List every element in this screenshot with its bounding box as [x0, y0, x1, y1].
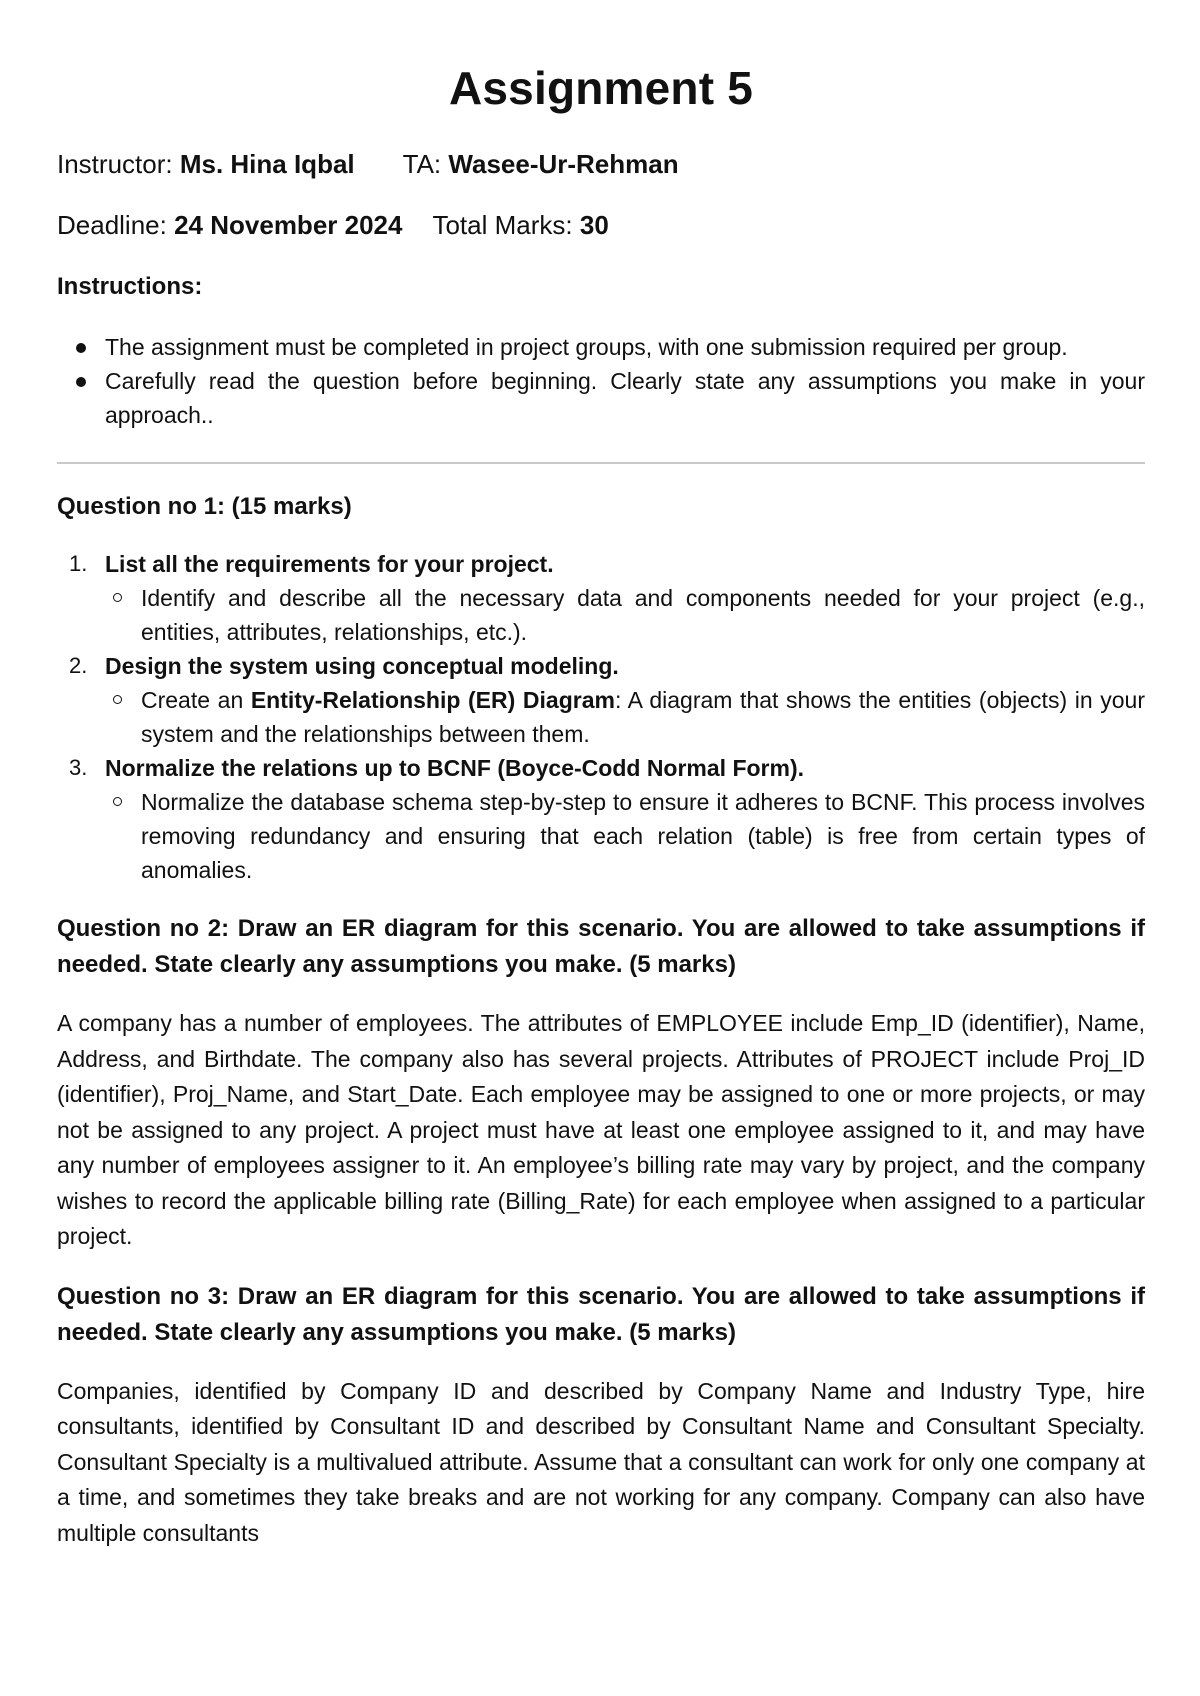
- list-item: [57, 330, 1145, 364]
- section-divider: [57, 462, 1145, 464]
- bullet-icon: [76, 343, 86, 353]
- task-title: Design the system using conceptual modeling.: [105, 653, 619, 679]
- deadline-value: 24 November 2024: [174, 210, 403, 240]
- instruction-text: Carefully read the question before beginning. Clearly state any assumptions you make in your approach..: [105, 368, 1145, 428]
- ta-label: TA:: [402, 149, 442, 179]
- deadline-label: Deadline:: [57, 210, 167, 240]
- hollow-bullet-icon: [113, 593, 122, 602]
- task-subitem-prefix: Create an: [141, 687, 251, 713]
- total-marks-value: 30: [579, 210, 609, 240]
- task-item: [57, 547, 1145, 649]
- question-3-heading: Question no 3: Draw an ER diagram for this scenario. You are allowed to take assumptions if needed. State clearly any assumptions you make. (5 marks): [57, 1282, 1145, 1346]
- list-item: [57, 364, 1145, 432]
- task-subitem: [105, 683, 1145, 751]
- task-item: [57, 751, 1145, 887]
- task-title: List all the requirements for your project.: [105, 551, 554, 577]
- instructions-heading: Instructions:: [57, 273, 203, 300]
- task-number: 1.: [69, 551, 88, 576]
- task-title: Normalize the relations up to BCNF (Boyce-Codd Normal Form).: [105, 755, 804, 781]
- total-marks-label: Total Marks:: [432, 210, 573, 240]
- question-2-body: A company has a number of employees. The attributes of EMPLOYEE include Emp_ID (identifier), Name, Address, and Birthdate. The company also has several projects. Attributes of PROJECT include Proj_ID (identifier), Proj_Name, and Start_Date. Each employee may be assigned to one or more projects, or may not be assigned to any project. A project must have at least one employee assigned to it, and may have any number of employees assigner to it. An employee’s billing rate may vary by project, and the company wishes to record the applicable billing rate (Billing_Rate) for each employee when assigned to a particular project.: [57, 1010, 1145, 1249]
- deadline-row: [57, 208, 1145, 242]
- task-subitem: [105, 581, 1145, 649]
- instructor-row: [57, 147, 1145, 181]
- document-page: [57, 0, 1145, 1551]
- task-item: [57, 649, 1145, 751]
- task-subitem-suffix: : A diagram that shows the entities (objects) in your system and the relationships between them.: [141, 687, 1145, 747]
- question-3-body: Companies, identified by Company ID and described by Company Name and Industry Type, hire consultants, identified by Consultant ID and described by Consultant Name and Consultant Specialty. Consultant Specialty is a multivalued attribute. Assume that a consultant can work for only one company at a time, and sometimes they take breaks and are not working for any company. Company can also have multiple consultants: [57, 1377, 1145, 1546]
- task-subitem-text: Normalize the database schema step-by-step to ensure it adheres to BCNF. This process involves removing redundancy and ensuring that each relation (table) is free from certain types of anomalies.: [141, 789, 1145, 883]
- task-subitem: [105, 785, 1145, 887]
- task-subitem-text: Identify and describe all the necessary data and components needed for your project (e.g., entities, attributes, relationships, etc.).: [141, 585, 1145, 645]
- question-2-heading: Question no 2: Draw an ER diagram for this scenario. You are allowed to take assumptions if needed. State clearly any assumptions you make. (5 marks): [57, 915, 1145, 978]
- bullet-icon: [76, 377, 86, 387]
- hollow-bullet-icon: [113, 695, 122, 704]
- instruction-text: The assignment must be completed in project groups, with one submission required per group.: [105, 334, 1068, 360]
- page-title: Assignment 5: [448, 62, 754, 114]
- ta-name: Wasee-Ur-Rehman: [448, 149, 679, 179]
- instructor-name: Ms. Hina Iqbal: [179, 149, 355, 179]
- instructions-list: [57, 330, 1145, 432]
- question-1-tasks: [57, 547, 1145, 887]
- task-subitem-bold: Entity-Relationship (ER) Diagram: [250, 687, 615, 713]
- instructor-label: Instructor:: [57, 149, 173, 179]
- task-number: 3.: [69, 755, 88, 780]
- hollow-bullet-icon: [113, 797, 122, 806]
- task-number: 2.: [69, 653, 88, 678]
- question-1-heading: Question no 1: (15 marks): [57, 493, 352, 520]
